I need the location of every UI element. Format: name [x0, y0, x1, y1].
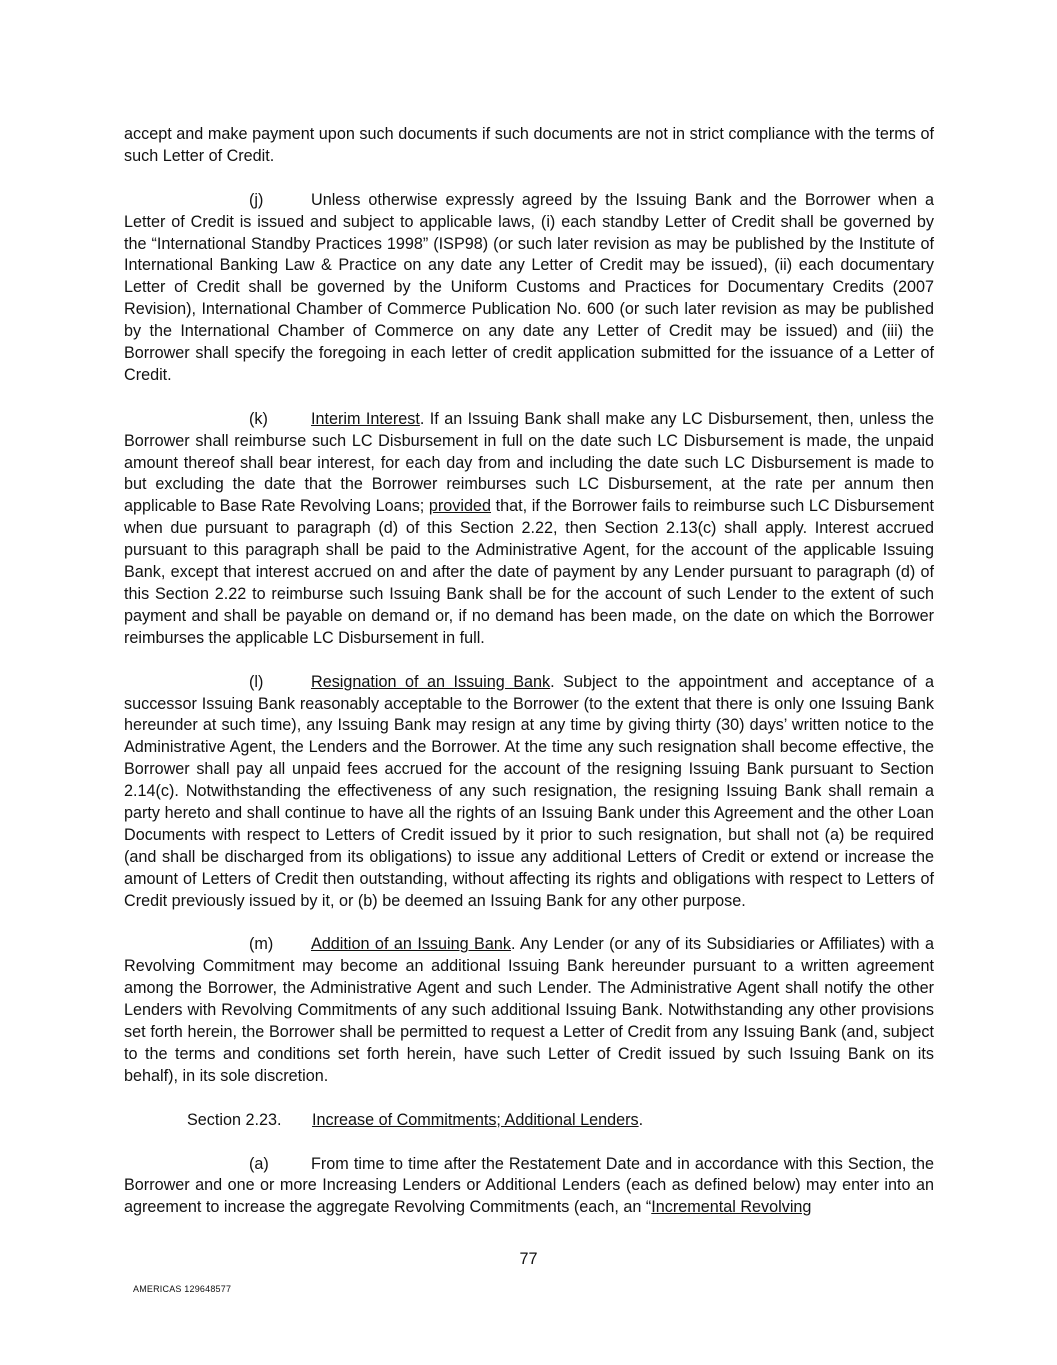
paragraph-l-title: Resignation of an Issuing Bank — [311, 672, 551, 691]
section-2-23-number: Section 2.23. — [187, 1110, 282, 1129]
paragraph-a-marker: (a) — [249, 1154, 269, 1173]
paragraph-k — [124, 409, 934, 650]
paragraph-l-marker: (l) — [249, 672, 264, 691]
paragraph-k-title: Interim Interest — [311, 409, 420, 428]
paragraph-j-marker: (j) — [249, 190, 264, 209]
paragraph-a — [124, 1154, 934, 1220]
document-id-footer: AMERICAS 129648577 — [133, 1284, 232, 1294]
continuation-paragraph — [124, 124, 934, 168]
paragraph-k-text-before: . If an Issuing Bank shall make any LC Disbursement, then, unless the Borrower shall reimburse such LC Disbursement in full on the date such LC Disbursement is made, the unpaid amount thereof shall bear interest, for each day from and including the date such LC Disbursement is made to but excluding the date that the Borrower reimburses such LC Disbursement, at the rate per annum then applicable to Base Rate Revolving Loans; — [124, 409, 934, 516]
paragraph-l-text: . Subject to the appointment and acceptance of a successor Issuing Bank reasonably acceptable to the Borrower (to the extent that there is only one Issuing Bank hereunder at such time), any Issuing Bank may resign at any time by giving thirty (30) days’ written notice to the Administrative Agent, the Lenders and the Borrower. At the time any such resignation shall become effective, the Borrower shall pay all unpaid fees accrued for the account of the resigning Issuing Bank pursuant to Section 2.14(c). Notwithstanding the effectiveness of any such resignation, the resigning Issuing Bank shall remain a party hereto and shall continue to have all the rights of an Issuing Bank under this Agreement and the other Loan Documents with respect to Letters of Credit issued by it prior to such resignation, but shall not (a) be required (and shall be discharged from its obligations) to issue any additional Letters of Credit or extend or increase the amount of Letters of Credit then outstanding, without affecting its rights and obligations with respect to Letters of Credit previously issued by it, or (b) be deemed an Issuing Bank for any other purpose. — [124, 672, 934, 910]
paragraph-k-text-after: that, if the Borrower fails to reimburse such LC Disbursement when due pursuant to paragraph (d) of this Section 2.22, then Section 2.13(c) shall apply. Interest accrued pursuant to this paragraph shall be paid to the Administrative Agent, for the account of the applicable Issuing Bank, except that interest accrued on and after the date of payment by any Lender pursuant to paragraph (d) of this Section 2.22 to reimburse such Issuing Bank shall be for the account of such Lender to the extent of such payment and shall be payable on demand or, if no demand has been made, on the date on which the Borrower reimburses the applicable LC Disbursement in full. — [124, 497, 934, 647]
paragraph-a-quote: “ — [645, 1198, 652, 1217]
paragraph-a-text: From time to time after the Restatement Date and in accordance with this Section, the Borrower and one or more Increasing Lenders or Additional Lenders (each as defined below) may enter into an agreement to increase the aggregate Revolving Commitments (each, an — [124, 1154, 934, 1217]
section-2-23-title: Increase of Commitments; Additional Lenders — [312, 1110, 639, 1129]
paragraph-j-text: Unless otherwise expressly agreed by the Issuing Bank and the Borrower when a Letter of Credit is issued and subject to applicable laws, (i) each standby Letter of Credit shall be governed by the “International Standby Practices 1998” (ISP98) (or such later revision as may be published by the Institute of International Banking Law & Practice on any date any Letter of Credit may be issued), (ii) each documentary Letter of Credit shall be governed by the Uniform Customs and Practices for Documentary Credits (2007 Revision), International Chamber of Commerce Publication No. 600 (or such later revision as may be published by the International Chamber of Commerce on any date any Letter of Credit may be issued) and (iii) the Borrower shall specify the foregoing in each letter of credit application submitted for the issuance of a Letter of Credit. — [124, 190, 934, 384]
continuation-text: accept and make payment upon such documents if such documents are not in strict compliance with the terms of such Letter of Credit. — [124, 125, 934, 165]
paragraph-l — [124, 672, 934, 913]
section-2-23-heading — [124, 1110, 934, 1132]
paragraph-m — [124, 934, 934, 1087]
page-number: 77 — [519, 1250, 538, 1268]
paragraph-k-marker: (k) — [249, 409, 268, 428]
paragraph-k-provided: provided — [428, 497, 492, 516]
paragraph-m-marker: (m) — [249, 935, 274, 954]
document-body — [124, 124, 934, 1241]
paragraph-m-title: Addition of an Issuing Bank — [311, 935, 511, 954]
paragraph-a-defined-term: Incremental Revolving — [651, 1198, 812, 1217]
section-2-23-period: . — [638, 1110, 644, 1129]
paragraph-j — [124, 190, 934, 387]
paragraph-m-text: . Any Lender (or any of its Subsidiaries or Affiliates) with a Revolving Commitment may become an additional Issuing Bank hereunder pursuant to a written agreement among the Borrower, the Administrative Agent and such Lender. The Administrative Agent shall notify the other Lenders with Revolving Commitments of any such additional Issuing Bank. Notwithstanding any other provisions set forth herein, the Borrower shall be permitted to request a Letter of Credit from any Issuing Bank (and, subject to the terms and conditions set forth herein, have such Letter of Credit issued by such Issuing Bank on its behalf), in its sole discretion. — [124, 935, 934, 1085]
